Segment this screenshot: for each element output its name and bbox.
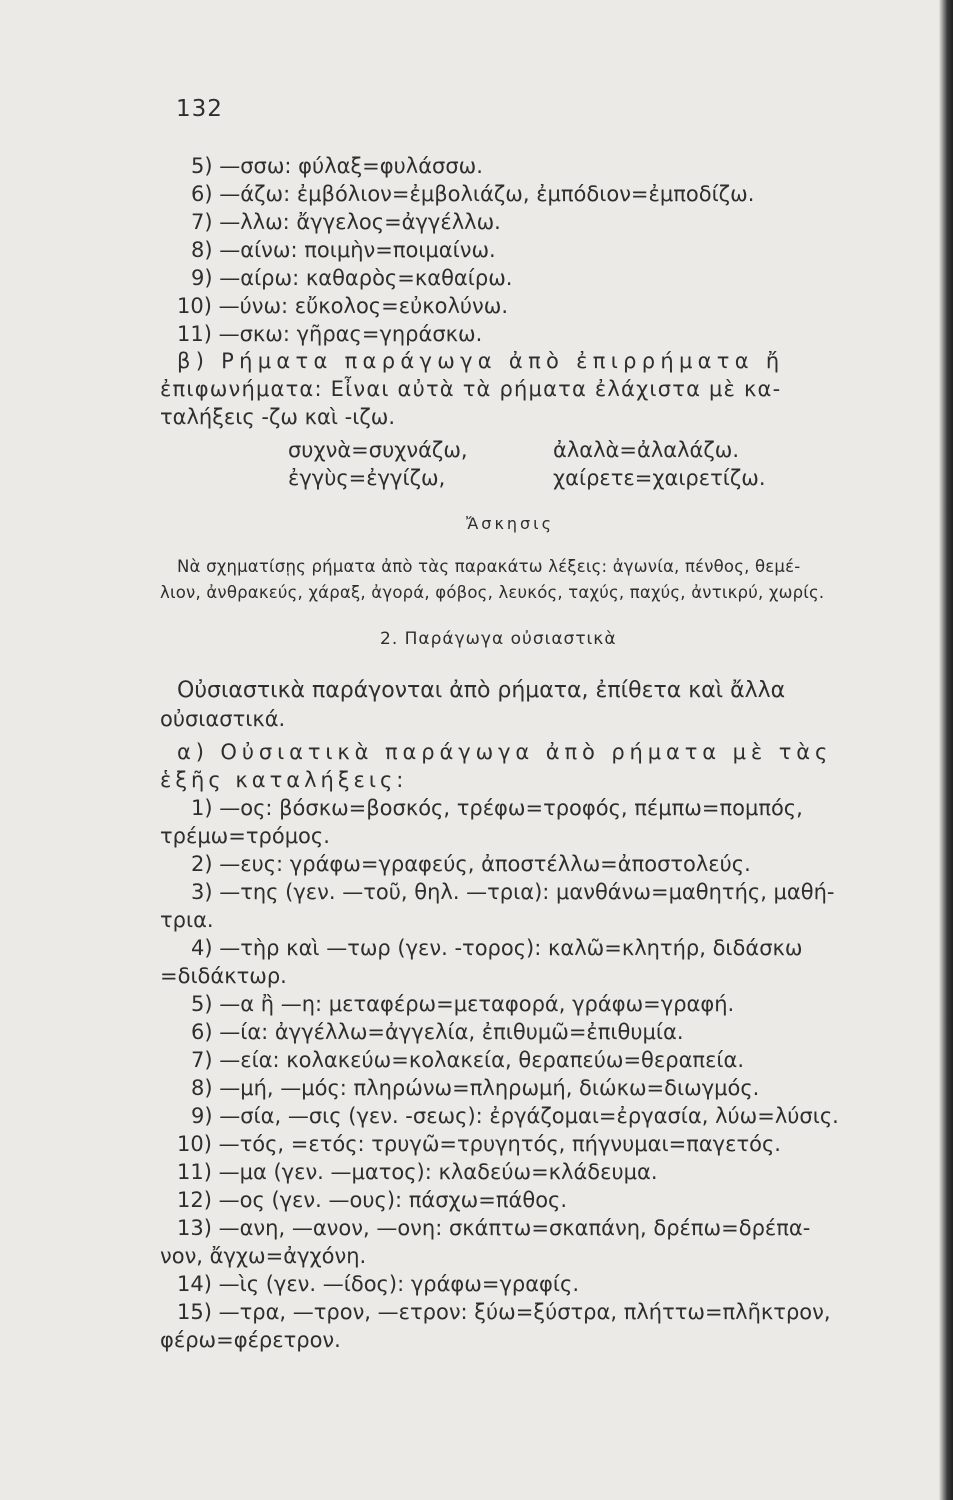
example-text: συχνὰ=συχνάζω, [288, 438, 468, 462]
text-line: 6) —άζω: ἐμβόλιον=ἐμβολιάζω, ἐμπόδιον=ἐμποδίζω. [191, 182, 755, 206]
example-text: χαίρετε=χαιρετίζω. [553, 466, 766, 490]
list-item: =διδάκτωρ. [160, 964, 287, 988]
example-text: ἐγγὺς=ἐγγίζω, [288, 466, 446, 490]
list-item: 12) —ος (γεν. —ους): πάσχω=πάθος. [177, 1188, 568, 1212]
exercise-text: Νὰ σχηματίσῃς ρήματα ἀπὸ τὰς παρακάτω λέξεις: ἀγωνία, πένθος, θεμέ- [177, 557, 801, 576]
page-binding-edge [939, 0, 953, 1500]
exercise-title: Ἄσκησις [466, 514, 554, 533]
section-title: 2. Παράγωγα οὐσιαστικὰ [380, 629, 617, 649]
list-item: 14) —ὶς (γεν. —ίδος): γράφω=γραφίς. [177, 1272, 580, 1296]
list-item: 3) —της (γεν. —τοῦ, θηλ. —τρια): μανθάνω=μαθητής, μαθή- [191, 880, 835, 904]
text-line: Οὐσιαστικὰ παράγονται ἀπὸ ρήματα, ἐπίθετα καὶ ἄλλα [177, 678, 786, 703]
text-line: ἑξῆς καταλήξεις: [160, 768, 408, 792]
list-item: 9) —σία, —σις (γεν. -σεως): ἐργάζομαι=ἐργασία, λύω=λύσις. [191, 1104, 839, 1128]
text-line: 7) —λλω: ἄγγελος=ἀγγέλλω. [191, 210, 501, 234]
list-item: 10) —τός, =ετός: τρυγῶ=τρυγητός, πήγνυμαι=παγετός. [177, 1132, 781, 1156]
list-item: 6) —ία: ἀγγέλλω=ἀγγελία, ἐπιθυμῶ=ἐπιθυμία. [191, 1020, 684, 1044]
page-number: 132 [176, 96, 223, 122]
subsection-heading-alpha: α) Οὐσιατικὰ παράγωγα ἀπὸ ρήματα μὲ τὰς [177, 740, 833, 764]
text-line: ταλήξεις -ζω καὶ -ιζω. [160, 405, 396, 429]
text-line: 5) —σσω: φύλαξ=φυλάσσω. [191, 154, 483, 178]
text-line: 10) —ύνω: εὔκολος=εὐκολύνω. [177, 294, 509, 318]
list-item: 8) —μή, —μός: πληρώνω=πληρωμή, διώκω=διωγμός. [191, 1076, 760, 1100]
list-item: τρια. [160, 908, 214, 932]
list-item: 2) —ευς: γράφω=γραφεύς, ἀποστέλλω=ἀποστολεύς. [191, 852, 751, 876]
list-item: τρέμω=τρόμος. [160, 824, 330, 848]
list-item: 13) —ανη, —ανον, —ονη: σκάπτω=σκαπάνη, δρέπω=δρέπα- [177, 1216, 811, 1240]
text-line: ἐπιφωνήματα: Εἶναι αὐτὰ τὰ ρήματα ἐλάχιστα μὲ κα- [160, 377, 782, 401]
text-line: 9) —αίρω: καθαρὸς=καθαίρω. [191, 266, 513, 290]
text-line: οὐσιαστικά. [160, 707, 286, 731]
list-item: 4) —τὴρ καὶ —τωρ (γεν. -τορος): καλῶ=κλητήρ, διδάσκω [191, 936, 803, 960]
list-item: νον, ἄγχω=ἀγχόνη. [160, 1244, 367, 1268]
list-item: 1) —ος: βόσκω=βοσκός, τρέφω=τροφός, πέμπω=πομπός, [191, 796, 803, 820]
example-text: ἀλαλὰ=ἀλαλάζω. [553, 438, 740, 462]
exercise-text: λιον, ἀνθρακεύς, χάραξ, ἀγορά, φόβος, λευκός, ταχύς, παχύς, ἀντικρύ, χωρίς. [160, 583, 825, 602]
list-item: φέρω=φέρετρον. [160, 1328, 341, 1352]
list-item: 5) —α ἢ —η: μεταφέρω=μεταφορά, γράφω=γραφή. [191, 992, 735, 1016]
text-line: 8) —αίνω: ποιμὴν=ποιμαίνω. [191, 238, 496, 262]
list-item: 11) —μα (γεν. —ματος): κλαδεύω=κλάδευμα. [177, 1160, 658, 1184]
list-item: 15) —τρα, —τρον, —ετρον: ξύω=ξύστρα, πλήττω=πλῆκτρον, [177, 1300, 831, 1324]
text-line: 11) —σκω: γῆρας=γηράσκω. [177, 322, 483, 346]
list-item: 7) —εία: κολακεύω=κολακεία, θεραπεύω=θεραπεία. [191, 1048, 745, 1072]
subsection-heading-beta: β) Ρήματα παράγωγα ἀπὸ ἐπιρρήματα ἤ [177, 349, 785, 373]
